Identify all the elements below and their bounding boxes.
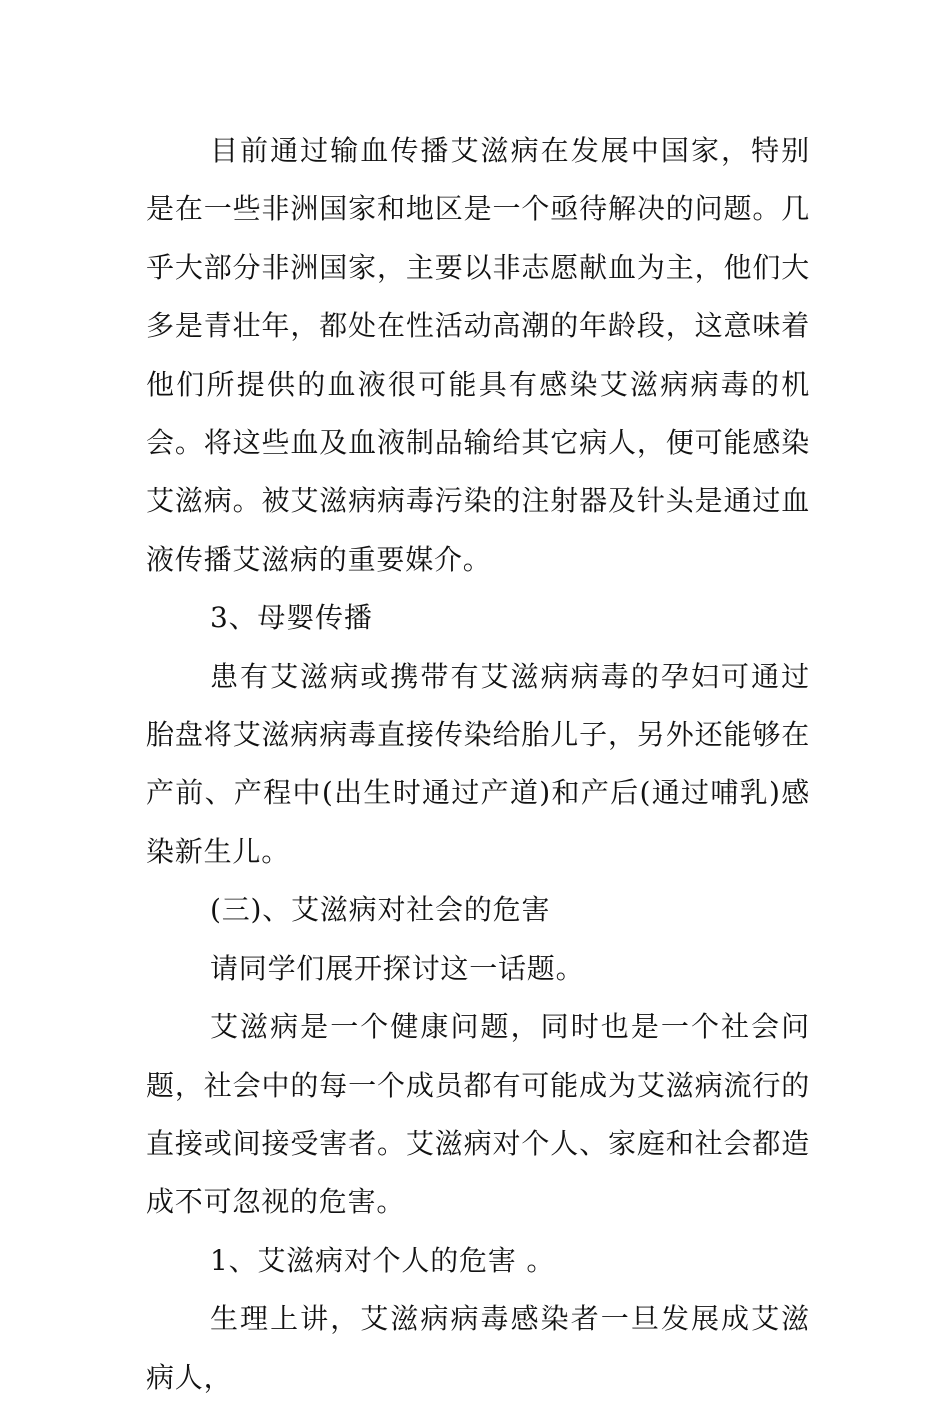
- paragraph-mother-infant-transmission: 患有艾滋病或携带有艾滋病病毒的孕妇可通过胎盘将艾滋病病毒直接传染给胎儿子，另外还能够在产前、产程中(出生时通过产道)和产后(通过哺乳)感染新生儿。: [146, 659, 810, 868]
- paragraph-physiological-harm: 生理上讲，艾滋病病毒感染者一旦发展成艾滋病人，: [146, 1302, 810, 1394]
- paragraph-discussion-prompt: 请同学们展开探讨这一话题。: [210, 951, 585, 985]
- paragraph-health-and-social-problem: 艾滋病是一个健康问题，同时也是一个社会问题，社会中的每一个成员都有可能成为艾滋病流行的直接或间接受害者。艾滋病对个人、家庭和社会都造成不可忽视的危害。: [146, 1010, 810, 1219]
- heading-mother-infant-transmission: 3、母婴传播: [210, 601, 373, 635]
- heading-social-harm: (三)、艾滋病对社会的危害: [210, 893, 551, 927]
- paragraph-blood-transmission: 目前通过输血传播艾滋病在发展中国家，特别是在一些非洲国家和地区是一个亟待解决的问题。几乎大部分非洲国家，主要以非志愿献血为主，他们大多是青壮年，都处在性活动高潮的年龄段，这意味着他们所提供的血液很可能具有感染艾滋病病毒的机会。将这些血及血液制品输给其它病人，便可能感染艾滋病。被艾滋病病毒污染的注射器及针头是通过血液传播艾滋病的重要媒介。: [146, 134, 810, 576]
- document-body: [146, 122, 810, 1407]
- heading-personal-harm: 1、艾滋病对个人的危害 。: [210, 1243, 556, 1277]
